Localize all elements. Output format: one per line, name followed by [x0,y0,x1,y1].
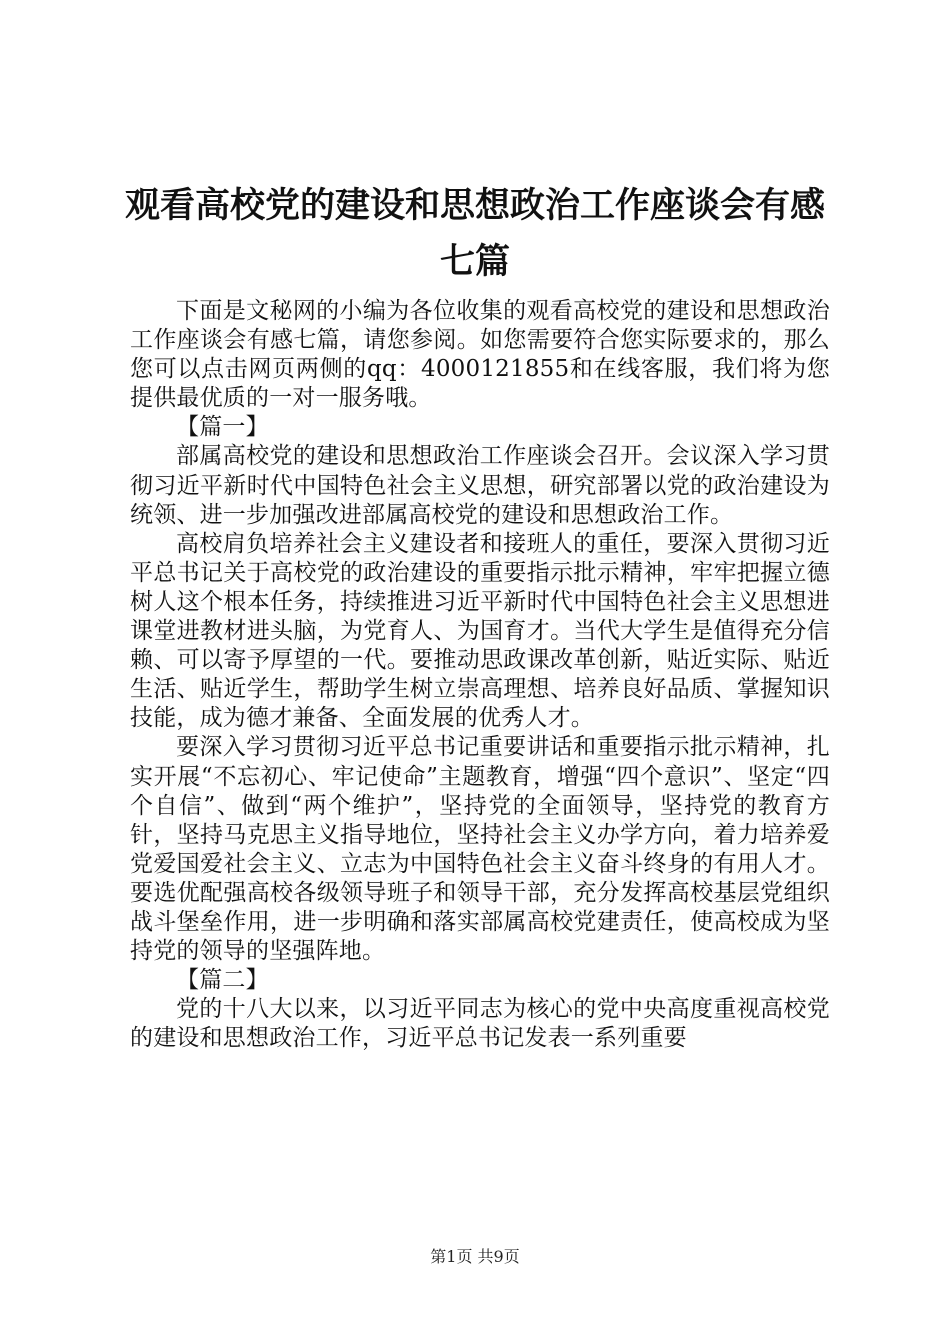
paragraph-intro: 下面是文秘网的小编为各位收集的观看高校党的建设和思想政治工作座谈会有感七篇，请您参阅。如您需要符合您实际要求的，那么您可以点击网页两侧的qq：4000121855和在线客服，我们将为您提供最优质的一对一服务哦。 [130,298,830,412]
section-heading-2: 【篇二】 [176,967,269,994]
document-body [130,297,830,1053]
document-title: 观看高校党的建设和思想政治工作座谈会有感七篇 [124,185,825,282]
paragraph: 要深入学习贯彻习近平总书记重要讲话和重要指示批示精神，扎实开展“不忘初心、牢记使命”主题教育，增强“四个意识”、坚定“四个自信”、做到“两个维护”，坚持党的全面领导，坚持党的教育方针，坚持马克思主义指导地位，坚持社会主义办学方向，着力培养爱党爱国爱社会主义、立志为中国特色社会主义奋斗终身的有用人才。要选优配强高校各级领导班子和领导干部，充分发挥高校基层党组织战斗堡垒作用，进一步明确和落实部属高校党建责任，使高校成为坚持党的领导的坚强阵地。 [130,734,830,965]
page-footer: 第1页 共9页 [430,1247,520,1266]
paragraph: 部属高校党的建设和思想政治工作座谈会召开。会议深入学习贯彻习近平新时代中国特色社会主义思想，研究部署以党的政治建设为统领、进一步加强改进部属高校党的建设和思想政治工作。 [130,443,830,528]
paragraph: 高校肩负培养社会主义建设者和接班人的重任，要深入贯彻习近平总书记关于高校党的政治建设的重要指示批示精神，牢牢把握立德树人这个根本任务，持续推进习近平新时代中国特色社会主义思想进课堂进教材进头脑，为党育人、为国育才。当代大学生是值得充分信赖、可以寄予厚望的一代。要推动思政课改革创新，贴近实际、贴近生活、贴近学生，帮助学生树立崇高理想、培养良好品质、掌握知识技能，成为德才兼备、全面发展的优秀人才。 [130,530,830,732]
section-heading-1: 【篇一】 [176,414,269,441]
paragraph: 党的十八大以来，以习近平同志为核心的党中央高度重视高校党的建设和思想政治工作，习近平总书记发表一系列重要 [130,996,830,1052]
